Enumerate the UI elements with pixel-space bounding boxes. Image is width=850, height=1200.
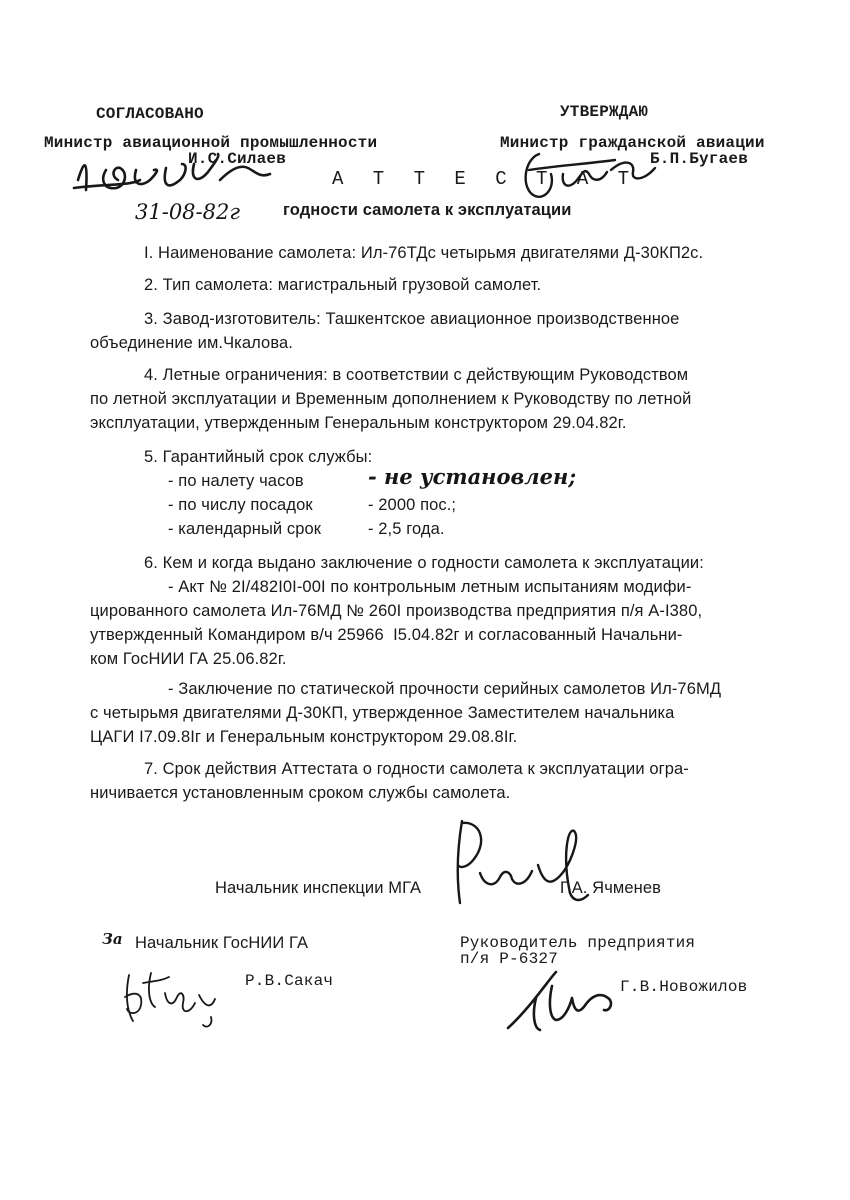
gosnii-name: Р.В.Сакач [245, 972, 334, 990]
inspection-name: Г.А. Ячменев [560, 879, 661, 897]
item-5a-label: - по налету часов [168, 472, 304, 490]
enterprise-name: Г.В.Новожилов [620, 978, 748, 996]
approved-right-name: Б.П.Бугаев [650, 150, 749, 168]
item-3-line-2: объединение им.Чкалова. [90, 334, 293, 352]
novozhilov-signature [500, 958, 620, 1038]
approved-left-heading: СОГЛАСОВАНО [96, 105, 204, 123]
item-6b-line-2: с четырьмя двигателями Д-30КП, утвержденное Заместителем начальника [90, 704, 675, 722]
item-3-line-1: 3. Завод-изготовитель: Ташкентское авиационное производственное [144, 310, 680, 328]
item-5-heading: 5. Гарантийный срок службы: [144, 448, 373, 466]
approved-left-name: И.С.Силаев [188, 150, 287, 168]
item-5b-label: - по числу посадок [168, 496, 313, 514]
sakach-signature [115, 955, 235, 1035]
item-6a-line-3: утвержденный Командиром в/ч 25966 I5.04.82г и согласованный Начальни- [90, 626, 683, 644]
item-6a-line-1: - Акт № 2I/482I0I-00I по контрольным летным испытаниям модифи- [168, 578, 692, 596]
approved-right-heading: УТВЕРЖДАЮ [560, 103, 649, 121]
item-5b-value: - 2000 пос.; [368, 496, 457, 514]
item-5a-value: - не установлен; [368, 464, 577, 489]
inspection-title: Начальник инспекции МГА [215, 879, 422, 897]
item-4-line-2: по летной эксплуатации и Временным дополнением к Руководству по летной [90, 390, 692, 408]
silaev-date: 31-08-82г [135, 200, 240, 224]
approved-left-position: Министр авиационной промышленности [44, 134, 378, 152]
item-7-line-2: ничивается установленным сроком службы самолета. [90, 784, 511, 802]
item-6b-line-3: ЦАГИ I7.09.8Iг и Генеральным конструктором 29.08.8Iг. [90, 728, 518, 746]
item-6a-line-2: цированного самолета Ил-76МД № 260I производства предприятия п/я А-I380, [90, 602, 703, 620]
approved-right-position: Министр гражданской авиации [500, 134, 765, 152]
item-2: 2. Тип самолета: магистральный грузовой самолет. [144, 276, 542, 294]
item-5c-value: - 2,5 года. [368, 520, 445, 538]
item-4-line-3: эксплуатации, утвержденным Генеральным конструктором 29.04.82г. [90, 414, 627, 432]
enterprise-title: Руководитель предприятия [460, 934, 696, 952]
enterprise-box: п/я Р-6327 [460, 950, 559, 968]
item-4-line-1: 4. Летные ограничения: в соответствии с действующим Руководством [144, 366, 689, 384]
document-subtitle: годности самолета к эксплуатации [283, 201, 572, 219]
gosnii-title: Начальник ГосНИИ ГА [135, 934, 309, 952]
item-6a-line-4: ком ГосНИИ ГА 25.06.82г. [90, 650, 287, 668]
item-7-line-1: 7. Срок действия Аттестата о годности самолета к эксплуатации огра- [144, 760, 689, 778]
item-6-heading: 6. Кем и когда выдано заключение о годности самолета к эксплуатации: [144, 554, 704, 572]
item-1: I. Наименование самолета: Ил-76ТДс четырьмя двигателями Д-30КП2с. [144, 244, 704, 262]
gosnii-prefix: За [102, 930, 123, 948]
item-6b-line-1: - Заключение по статической прочности серийных самолетов Ил-76МД [168, 680, 722, 698]
item-5c-label: - календарный срок [168, 520, 322, 538]
document-title: А Т Т Е С Т А Т [332, 168, 639, 190]
